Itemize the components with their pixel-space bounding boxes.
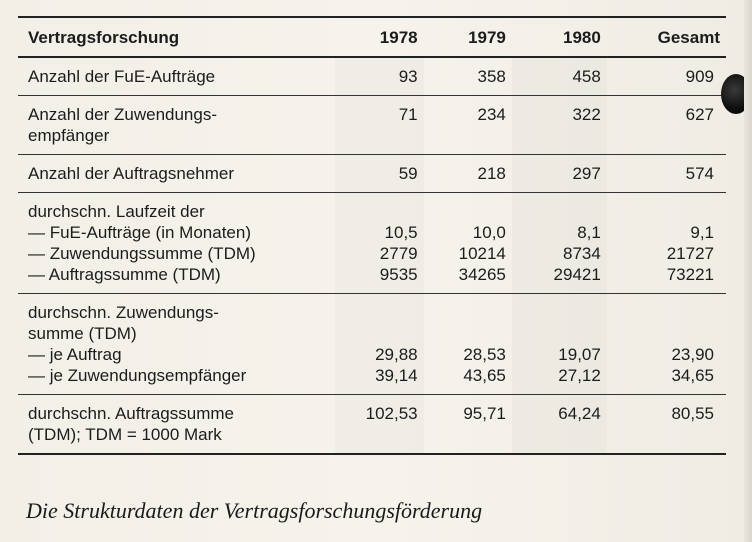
cell-value: 297 [572,164,601,183]
cell-1979 [424,96,512,155]
table-row [18,155,726,193]
cell-value [341,201,418,222]
cell-total [607,57,726,96]
table-row [18,193,726,294]
row-label-line: durchschn. Auftragssumme [28,404,234,423]
cell-value: 23,90 [671,345,714,364]
table-header-row [18,17,726,57]
cell-value: 59 [398,164,418,183]
header-year-1978: 1978 [335,17,424,57]
cell-value: 8734 [563,244,601,263]
cell-value: 574 [685,164,714,183]
cell-value: 102,53 [365,404,418,423]
cell-total [607,193,726,294]
row-label [18,395,335,455]
row-label [18,57,335,96]
cell-value: 9,1 [690,223,714,242]
cell-value: 29,88 [375,345,418,364]
row-label [18,155,335,193]
cell-value: 909 [685,67,714,86]
cell-value: 10,5 [384,223,418,242]
cell-1978 [335,193,424,294]
cell-1979 [424,294,512,395]
cell-value [518,201,601,222]
cell-value [613,302,714,323]
row-label-line: — Auftragssumme (TDM) [28,265,221,284]
table-caption: Die Strukturdaten der Vertragsforschungsförderung [26,498,483,523]
header-total: Gesamt [607,17,726,57]
cell-value: 322 [572,105,601,124]
row-label-line: — Zuwendungssumme (TDM) [28,244,256,263]
cell-value [430,302,506,323]
cell-value: 627 [685,105,714,124]
cell-value: 39,14 [375,366,418,385]
cell-1980 [512,395,607,455]
row-label-line: Anzahl der FuE-Aufträge [28,67,216,86]
cell-1979 [424,57,512,96]
cell-1979 [424,395,512,455]
row-label-line: — FuE-Aufträge (in Monaten) [28,223,251,242]
cell-value: 21727 [666,244,714,263]
cell-value: 93 [398,67,418,86]
cell-1978 [335,395,424,455]
row-label-line: — je Zuwendungsempfänger [28,366,247,385]
cell-value [518,323,601,344]
structure-data-table [18,16,726,455]
cell-value: 19,07 [558,345,601,364]
row-label-line: — je Auftrag [28,345,122,364]
cell-value [430,323,506,344]
cell-value: 458 [572,67,601,86]
cell-1978 [335,57,424,96]
cell-1980 [512,294,607,395]
table-row [18,294,726,395]
cell-value: 29421 [553,265,601,284]
table-row [18,96,726,155]
row-label-line: durchschn. Zuwendungs- [28,303,219,322]
cell-value: 10214 [458,244,506,263]
header-label: Vertragsforschung [18,17,335,57]
cell-value: 234 [477,105,506,124]
cell-1980 [512,57,607,96]
row-label [18,193,335,294]
cell-value: 27,12 [558,366,601,385]
cell-value [613,323,714,344]
cell-value [341,302,418,323]
row-label-line: Anzahl der Auftragsnehmer [28,164,235,183]
cell-value: 64,24 [558,404,601,423]
cell-1980 [512,96,607,155]
row-label [18,294,335,395]
cell-value [613,201,714,222]
cell-total [607,294,726,395]
cell-value: 73221 [666,265,714,284]
cell-1978 [335,96,424,155]
cell-value: 28,53 [463,345,506,364]
cell-value: 95,71 [463,404,506,423]
cell-value: 10,0 [472,223,506,242]
header-year-1980: 1980 [512,17,607,57]
page-edge [744,0,752,542]
cell-1980 [512,193,607,294]
row-label-line: Anzahl der Zuwendungs- [28,105,218,124]
row-label-line: summe (TDM) [28,324,137,343]
header-year-1979: 1979 [424,17,512,57]
cell-1979 [424,155,512,193]
table-row [18,395,726,455]
row-label-line: empfänger [28,126,110,145]
cell-total [607,155,726,193]
cell-1979 [424,193,512,294]
cell-1980 [512,155,607,193]
cell-value: 8,1 [577,223,601,242]
cell-value: 80,55 [671,404,714,423]
cell-value: 358 [477,67,506,86]
cell-value: 34,65 [671,366,714,385]
row-label-line: durchschn. Laufzeit der [28,202,205,221]
cell-value: 218 [477,164,506,183]
cell-value: 2779 [379,244,418,263]
cell-value [518,302,601,323]
row-label [18,96,335,155]
table-row [18,57,726,96]
cell-total [607,395,726,455]
cell-value [341,323,418,344]
cell-1978 [335,294,424,395]
cell-value: 9535 [379,265,418,284]
cell-value: 43,65 [463,366,506,385]
cell-value: 71 [398,105,418,124]
cell-total [607,96,726,155]
cell-value [430,201,506,222]
cell-value: 34265 [458,265,506,284]
cell-1978 [335,155,424,193]
row-label-line: (TDM); TDM = 1000 Mark [28,425,222,444]
